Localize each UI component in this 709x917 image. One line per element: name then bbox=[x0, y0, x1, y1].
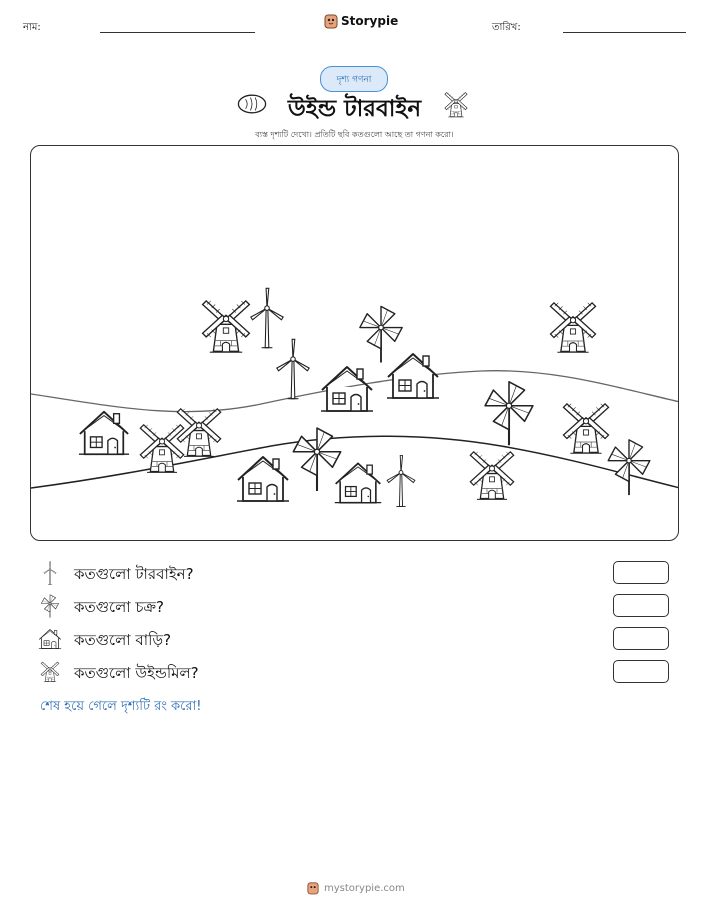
question-text: কতগুলো চক্র? bbox=[74, 598, 164, 616]
house-3 bbox=[79, 412, 129, 454]
windmill-1 bbox=[203, 301, 250, 352]
brand-logo bbox=[324, 13, 398, 29]
answer-box-turbines[interactable] bbox=[613, 561, 669, 584]
answer-box-pinwheels[interactable] bbox=[613, 594, 669, 617]
name-label: নাম: bbox=[23, 22, 41, 33]
windmill-2 bbox=[550, 303, 595, 352]
page-title: উইন্ড টারবাইন bbox=[287, 96, 422, 122]
instructions: ব্যস্ত দৃশ্যটি দেখো। প্রতিটি ছবি কতগুলো আছে তা গণনা করো। bbox=[255, 130, 454, 139]
name-line[interactable] bbox=[100, 32, 255, 33]
pinwheel-4 bbox=[608, 440, 650, 495]
windmill-icon bbox=[443, 90, 469, 120]
house-4 bbox=[237, 457, 289, 501]
date-line[interactable] bbox=[563, 32, 686, 33]
brand-name: Storypie bbox=[341, 14, 399, 28]
pinwheel-2 bbox=[485, 382, 533, 445]
finish-instruction: শেষ হয়ে গেলে দৃশ্যটি রং করো! bbox=[40, 699, 202, 714]
question-text: কতগুলো বাড়ি? bbox=[74, 631, 172, 649]
question-row-windmills bbox=[38, 660, 678, 686]
wind-turbine-icon bbox=[38, 561, 62, 585]
answer-box-houses[interactable] bbox=[613, 627, 669, 650]
windmill-6 bbox=[470, 452, 513, 500]
question-text: কতগুলো উইন্ডমিল? bbox=[74, 664, 199, 682]
question-row-turbines bbox=[38, 561, 678, 587]
scene-count-badge: দৃশ্য গণনা bbox=[320, 66, 388, 92]
scene-illustration bbox=[31, 146, 679, 541]
pinwheel-icon bbox=[38, 594, 62, 618]
storypie-mascot-icon bbox=[324, 13, 338, 29]
question-row-houses bbox=[38, 627, 678, 653]
house-2 bbox=[387, 354, 439, 398]
turbine-1 bbox=[251, 288, 283, 347]
date-label: তারিখ: bbox=[492, 22, 521, 33]
question-text: কতগুলো টারবাইন? bbox=[74, 565, 194, 583]
pinwheel-1 bbox=[360, 306, 402, 362]
windmill-4 bbox=[140, 425, 183, 473]
footer-url[interactable]: mystorypie.com bbox=[324, 882, 405, 894]
windmill-3 bbox=[177, 409, 220, 457]
windmill-icon bbox=[38, 660, 62, 684]
windmill-5 bbox=[563, 404, 608, 453]
turbine-3 bbox=[387, 456, 415, 507]
house-5 bbox=[335, 463, 381, 502]
house-1 bbox=[321, 367, 373, 411]
counting-scene bbox=[30, 145, 679, 541]
house-icon bbox=[38, 627, 62, 651]
storypie-mascot-icon bbox=[307, 881, 319, 895]
question-row-pinwheels bbox=[38, 594, 678, 620]
footer bbox=[307, 881, 405, 895]
answer-box-windmills[interactable] bbox=[613, 660, 669, 683]
turbine-2 bbox=[277, 339, 309, 398]
